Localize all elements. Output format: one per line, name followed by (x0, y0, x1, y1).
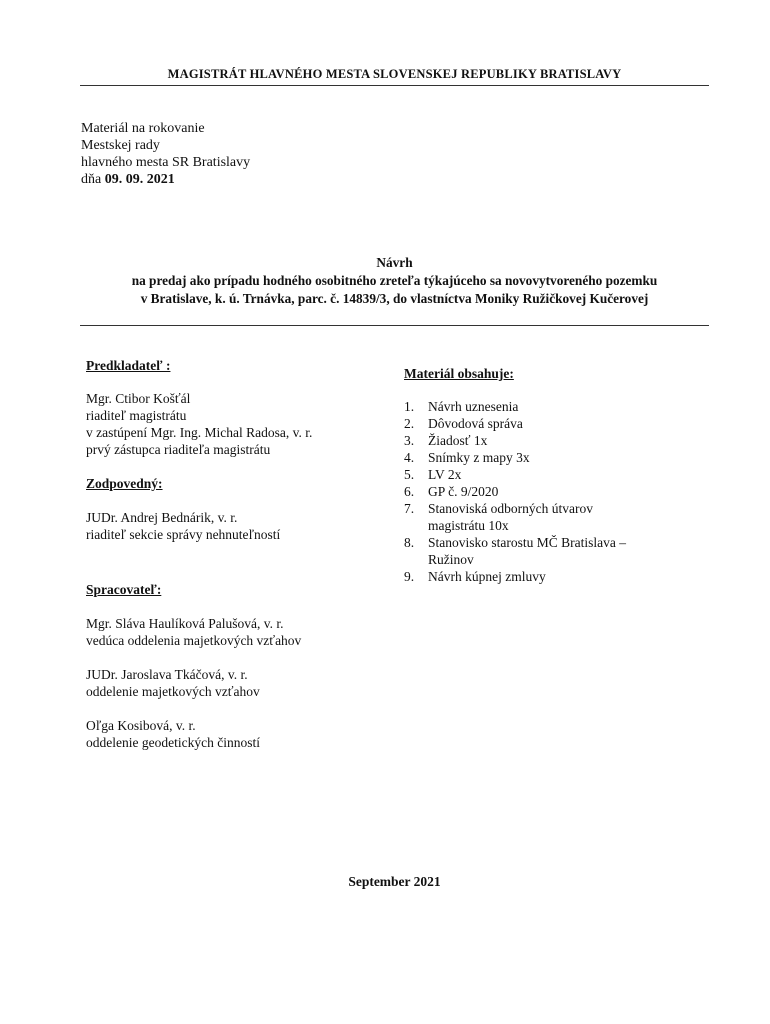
prepared-line: vedúca oddelenia majetkových vzťahov (86, 633, 302, 648)
document-date: September 2021 (348, 874, 441, 889)
list-item-text: Návrh uznesenia (428, 399, 519, 414)
prepared-line: oddelenie majetkových vzťahov (86, 684, 260, 699)
submitter-line: riaditeľ magistrátu (86, 408, 187, 423)
list-item-text: LV 2x (428, 467, 462, 482)
proposal-subject-line: na predaj ako prípadu hodného osobitného zreteľa týkajúceho sa novovytvoreného pozemku (131, 273, 658, 288)
proposal-subject-line: v Bratislave, k. ú. Trnávka, parc. č. 14839/3, do vlastníctva Moniky Ružičkovej Kučerovej (140, 291, 649, 306)
list-item (404, 568, 704, 585)
list-item (404, 449, 704, 466)
submitter-line: Mgr. Ctibor Košťál (86, 391, 191, 406)
list-item-text-continued: magistrátu 10x (428, 518, 509, 533)
contents-heading: Materiál obsahuje: (404, 366, 514, 381)
header-rule (80, 85, 709, 86)
meeting-info (81, 120, 250, 188)
list-item-number: 9. (404, 569, 415, 584)
list-item-text-continued: Ružinov (428, 552, 474, 567)
list-item (404, 466, 704, 483)
responsible-line: JUDr. Andrej Bednárik, v. r. (86, 510, 238, 525)
list-item-number: 7. (404, 501, 415, 516)
contents-column (404, 365, 704, 585)
list-item (404, 483, 704, 500)
meeting-line: Mestskej rady (81, 138, 160, 153)
institution-header: MAGISTRÁT HLAVNÉHO MESTA SLOVENSKEJ REPUBLIKY BRATISLAVY (167, 67, 622, 81)
contents-list (404, 398, 704, 585)
personnel-column (86, 357, 386, 751)
proposal-title: Návrh (376, 255, 413, 270)
responsible-heading: Zodpovedný: (86, 476, 163, 491)
list-item-number: 5. (404, 467, 415, 482)
title-rule (80, 325, 709, 326)
responsible-line: riaditeľ sekcie správy nehnuteľností (86, 527, 281, 542)
list-item-text: Stanoviská odborných útvarov (428, 501, 593, 516)
list-item (404, 398, 704, 415)
list-item-number: 2. (404, 416, 415, 431)
list-item-text: Žiadosť 1x (428, 433, 488, 448)
list-item (404, 415, 704, 432)
list-item-text: Dôvodová správa (428, 416, 523, 431)
meeting-date-line (81, 171, 250, 188)
prepared-line: Mgr. Sláva Haulíková Palušová, v. r. (86, 616, 284, 631)
meeting-line: hlavného mesta SR Bratislavy (81, 155, 251, 170)
list-item-number: 3. (404, 433, 415, 448)
prepared-line: JUDr. Jaroslava Tkáčová, v. r. (86, 667, 248, 682)
meeting-date-prefix: dňa (81, 172, 105, 187)
meeting-date: 09. 09. 2021 (104, 172, 175, 187)
submitter-line: v zastúpení Mgr. Ing. Michal Radosa, v. r. (86, 425, 313, 440)
list-item-number: 6. (404, 484, 415, 499)
list-item-text: Snímky z mapy 3x (428, 450, 530, 465)
meeting-line: Materiál na rokovanie (81, 121, 205, 136)
prepared-line: Oľga Kosibová, v. r. (86, 718, 196, 733)
list-item (404, 432, 704, 449)
list-item-number: 1. (404, 399, 415, 414)
list-item-number: 4. (404, 450, 415, 465)
list-item-number: 8. (404, 535, 415, 550)
submitter-heading: Predkladateľ : (86, 358, 171, 373)
list-item (404, 500, 704, 534)
list-item-text: Stanovisko starostu MČ Bratislava – (428, 535, 626, 550)
list-item-text: GP č. 9/2020 (428, 484, 499, 499)
list-item-text: Návrh kúpnej zmluvy (428, 569, 546, 584)
submitter-line: prvý zástupca riaditeľa magistrátu (86, 442, 271, 457)
prepared-line: oddelenie geodetických činností (86, 735, 260, 750)
prepared-heading: Spracovateľ: (86, 582, 162, 597)
list-item (404, 534, 704, 568)
proposal-title-block (80, 254, 709, 308)
